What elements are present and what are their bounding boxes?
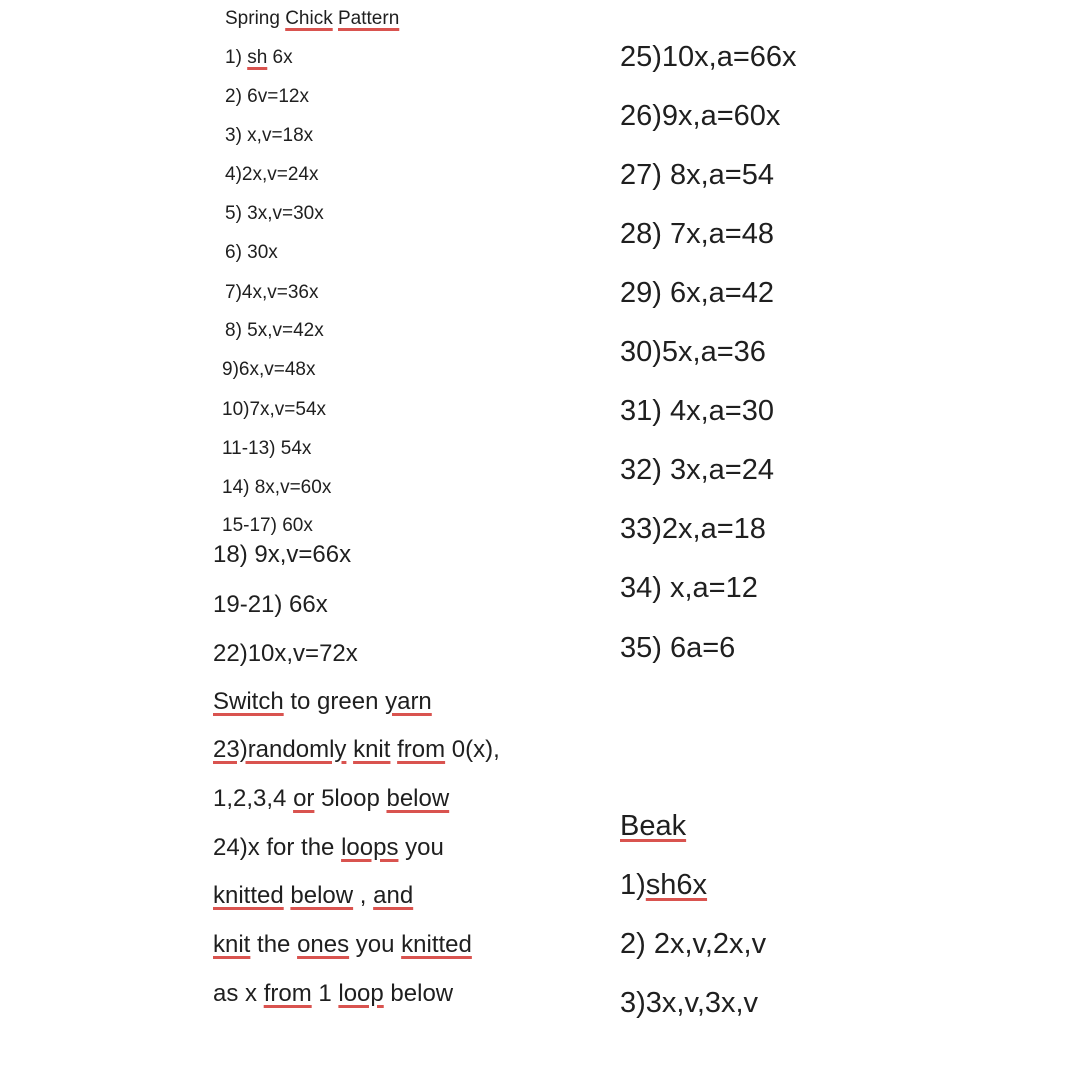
line-word: 23)randomly <box>213 736 347 763</box>
row-text: 6x <box>267 47 293 68</box>
row-14: 14) 8x,v=60x <box>222 477 332 498</box>
row-24-line-4 <box>213 980 453 1008</box>
line-word: knitted <box>401 931 472 958</box>
row-8: 8) 5x,v=42x <box>225 320 324 341</box>
row-4: 4)2x,v=24x <box>225 164 319 185</box>
pattern-title <box>225 8 399 30</box>
row-25: 25)10x,a=66x <box>620 41 797 73</box>
line-word: 0(x), <box>445 736 500 763</box>
row-34: 34) x,a=12 <box>620 572 758 604</box>
beak-row-1 <box>620 869 707 902</box>
line-word: 1,2,3,4 <box>213 785 294 812</box>
title-word: Spring <box>225 8 286 29</box>
line-word: you <box>349 931 402 958</box>
row-3: 3) x,v=18x <box>225 125 314 146</box>
row-33: 33)2x,a=18 <box>620 513 766 545</box>
line-word: from <box>397 736 446 763</box>
row-24-line-3 <box>213 931 472 959</box>
row-31: 31) 4x,a=30 <box>620 395 774 427</box>
line-word: you <box>398 834 444 861</box>
row-35: 35) 6a=6 <box>620 632 736 664</box>
line-word: sh6x <box>645 869 708 901</box>
row-24-line-1 <box>213 834 444 862</box>
row-32: 32) 3x,a=24 <box>620 454 774 486</box>
row-10: 10)7x,v=54x <box>222 399 327 420</box>
beak-row-3: 3)3x,v,3x,v <box>620 987 759 1019</box>
switch-yarn-line <box>213 688 432 716</box>
row-27: 27) 8x,a=54 <box>620 159 774 191</box>
line-word: below <box>290 882 354 909</box>
line-word: below <box>386 785 450 812</box>
line-word: knit <box>353 736 391 763</box>
line-word: loop <box>338 980 384 1007</box>
heading-text: Beak <box>620 810 687 842</box>
title-word: Chick <box>285 8 333 29</box>
row-11-13: 11-13) 54x <box>222 438 312 459</box>
row-6: 6) 30x <box>225 242 278 263</box>
line-word: 1) <box>620 869 646 901</box>
row-text: sh <box>247 47 268 68</box>
title-word: Pattern <box>338 8 400 29</box>
line-word: 24)x for the <box>213 834 342 861</box>
beak-heading <box>620 810 686 843</box>
row-text: 1) <box>225 47 248 68</box>
line-word: the <box>250 931 298 958</box>
line-word: loops <box>341 834 399 861</box>
row-30: 30)5x,a=36 <box>620 336 766 368</box>
beak-row-2: 2) 2x,v,2x,v <box>620 928 767 960</box>
line-word: , <box>353 882 374 909</box>
row-9: 9)6x,v=48x <box>222 359 316 380</box>
line-word: knitted <box>213 882 284 909</box>
row-19-21: 19-21) 66x <box>213 591 328 618</box>
row-23-line-2 <box>213 785 449 813</box>
line-word: and <box>373 882 414 909</box>
row-2: 2) 6v=12x <box>225 86 309 107</box>
row-22: 22)10x,v=72x <box>213 640 358 667</box>
row-18: 18) 9x,v=66x <box>213 541 352 568</box>
line-word: Switch <box>213 688 284 715</box>
row-15-17: 15-17) 60x <box>222 515 313 536</box>
row-1 <box>225 47 293 69</box>
row-26: 26)9x,a=60x <box>620 100 781 132</box>
line-word: 5loop <box>314 785 387 812</box>
line-word: to green <box>283 688 386 715</box>
line-word: yarn <box>385 688 432 715</box>
line-word: as x <box>213 980 264 1007</box>
line-word: or <box>293 785 315 812</box>
line-word: ones <box>297 931 350 958</box>
row-23-line-1 <box>213 736 500 764</box>
row-7: 7)4x,v=36x <box>225 282 319 303</box>
line-word: from <box>263 980 312 1007</box>
line-word: below <box>383 980 454 1007</box>
line-word: 1 <box>311 980 339 1007</box>
row-29: 29) 6x,a=42 <box>620 277 774 309</box>
row-5: 5) 3x,v=30x <box>225 203 324 224</box>
row-24-line-2 <box>213 882 413 910</box>
line-word: knit <box>213 931 251 958</box>
row-28: 28) 7x,a=48 <box>620 218 774 250</box>
